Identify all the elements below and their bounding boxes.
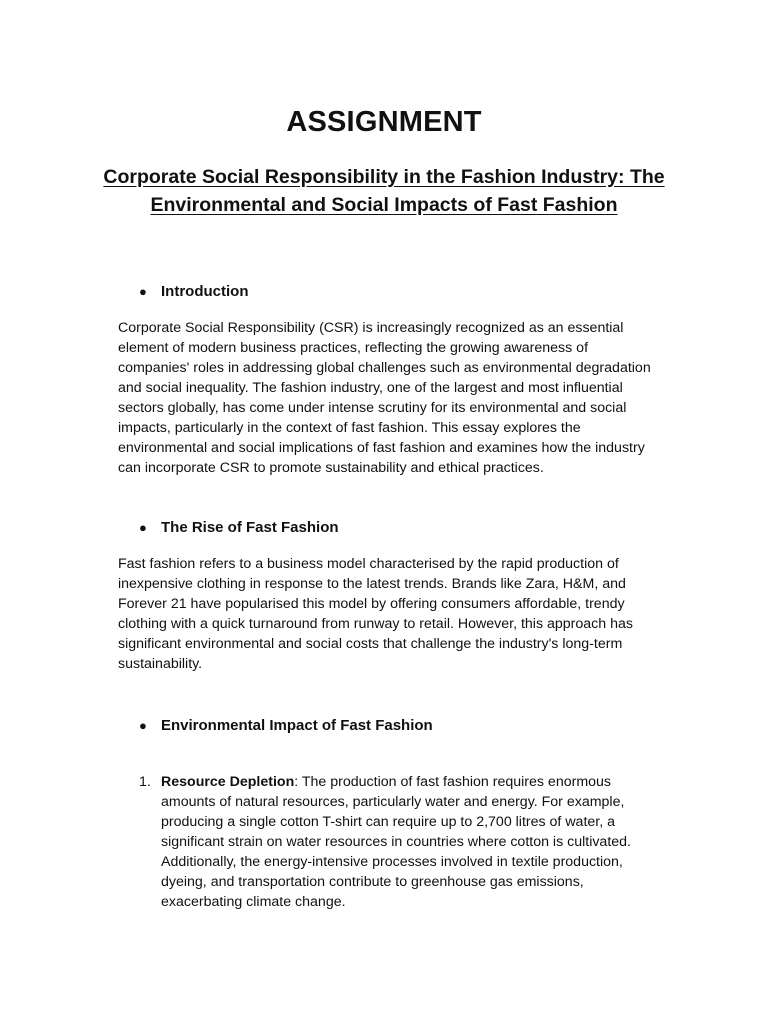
page-subtitle: Corporate Social Responsibility in the Fashion Industry: The Environmental and Social Impacts of Fast Fashion bbox=[103, 166, 665, 216]
paragraph-line: inexpensive clothing in response to the latest trends. Brands like Zara, H&M, and bbox=[118, 576, 626, 592]
bullet-icon: ● bbox=[139, 284, 147, 299]
paragraph-line: impacts, particularly in the context of fast fashion. This essay explores the bbox=[118, 420, 581, 436]
list-item-line: significant strain on water resources in countries where cotton is cultivated. bbox=[161, 834, 631, 850]
list-item-line: exacerbating climate change. bbox=[161, 894, 346, 910]
list-item-body bbox=[161, 772, 631, 912]
paragraph-line: Forever 21 have popularised this model by offering consumers affordable, trendy bbox=[118, 596, 625, 612]
paragraph-line: significant environmental and social costs that challenge the industry's long-term bbox=[118, 636, 623, 652]
paragraph-line: Corporate Social Responsibility (CSR) is increasingly recognized as an essential bbox=[118, 320, 624, 336]
list-item-line: amounts of natural resources, particularly water and energy. For example, bbox=[161, 794, 625, 810]
section-heading-text: The Rise of Fast Fashion bbox=[161, 519, 339, 536]
list-item-number: 1. bbox=[139, 774, 151, 790]
list-item-line: producing a single cotton T-shirt can require up to 2,700 litres of water, a bbox=[161, 814, 615, 830]
bullet-icon: ● bbox=[139, 718, 147, 733]
paragraph-line: companies' roles in addressing global challenges such as environmental degradation bbox=[118, 360, 651, 376]
paragraph-line: environmental and social implications of fast fashion and examines how the industry bbox=[118, 440, 645, 456]
list-item-term: Resource Depletion bbox=[161, 774, 295, 790]
section-heading-text: Environmental Impact of Fast Fashion bbox=[161, 717, 433, 734]
paragraph-line: can incorporate CSR to promote sustainability and ethical practices. bbox=[118, 460, 544, 476]
paragraph-line: and social inequality. The fashion industry, one of the largest and most influential bbox=[118, 380, 623, 396]
introduction-paragraph bbox=[118, 318, 658, 478]
rise-of-fast-fashion-paragraph bbox=[118, 554, 658, 674]
paragraph-line: Fast fashion refers to a business model characterised by the rapid production of bbox=[118, 556, 619, 572]
list-item-first-line-text: : The production of fast fashion requires enormous bbox=[294, 774, 612, 790]
paragraph-line: clothing with a quick turnaround from runway to retail. However, this approach has bbox=[118, 616, 633, 632]
list-item-line: dyeing, and transportation contribute to greenhouse gas emissions, bbox=[161, 874, 584, 890]
list-item-first-line bbox=[161, 772, 631, 792]
paragraph-line: sectors globally, has come under intense scrutiny for its environmental and social bbox=[118, 400, 627, 416]
paragraph-line: sustainability. bbox=[118, 656, 203, 672]
bullet-icon: ● bbox=[139, 520, 147, 535]
page-title: ASSIGNMENT bbox=[286, 106, 482, 138]
paragraph-line: element of modern business practices, reflecting the growing awareness of bbox=[118, 340, 589, 356]
section-heading-text: Introduction bbox=[161, 283, 249, 300]
list-item-line: Additionally, the energy-intensive processes involved in textile production, bbox=[161, 854, 623, 870]
